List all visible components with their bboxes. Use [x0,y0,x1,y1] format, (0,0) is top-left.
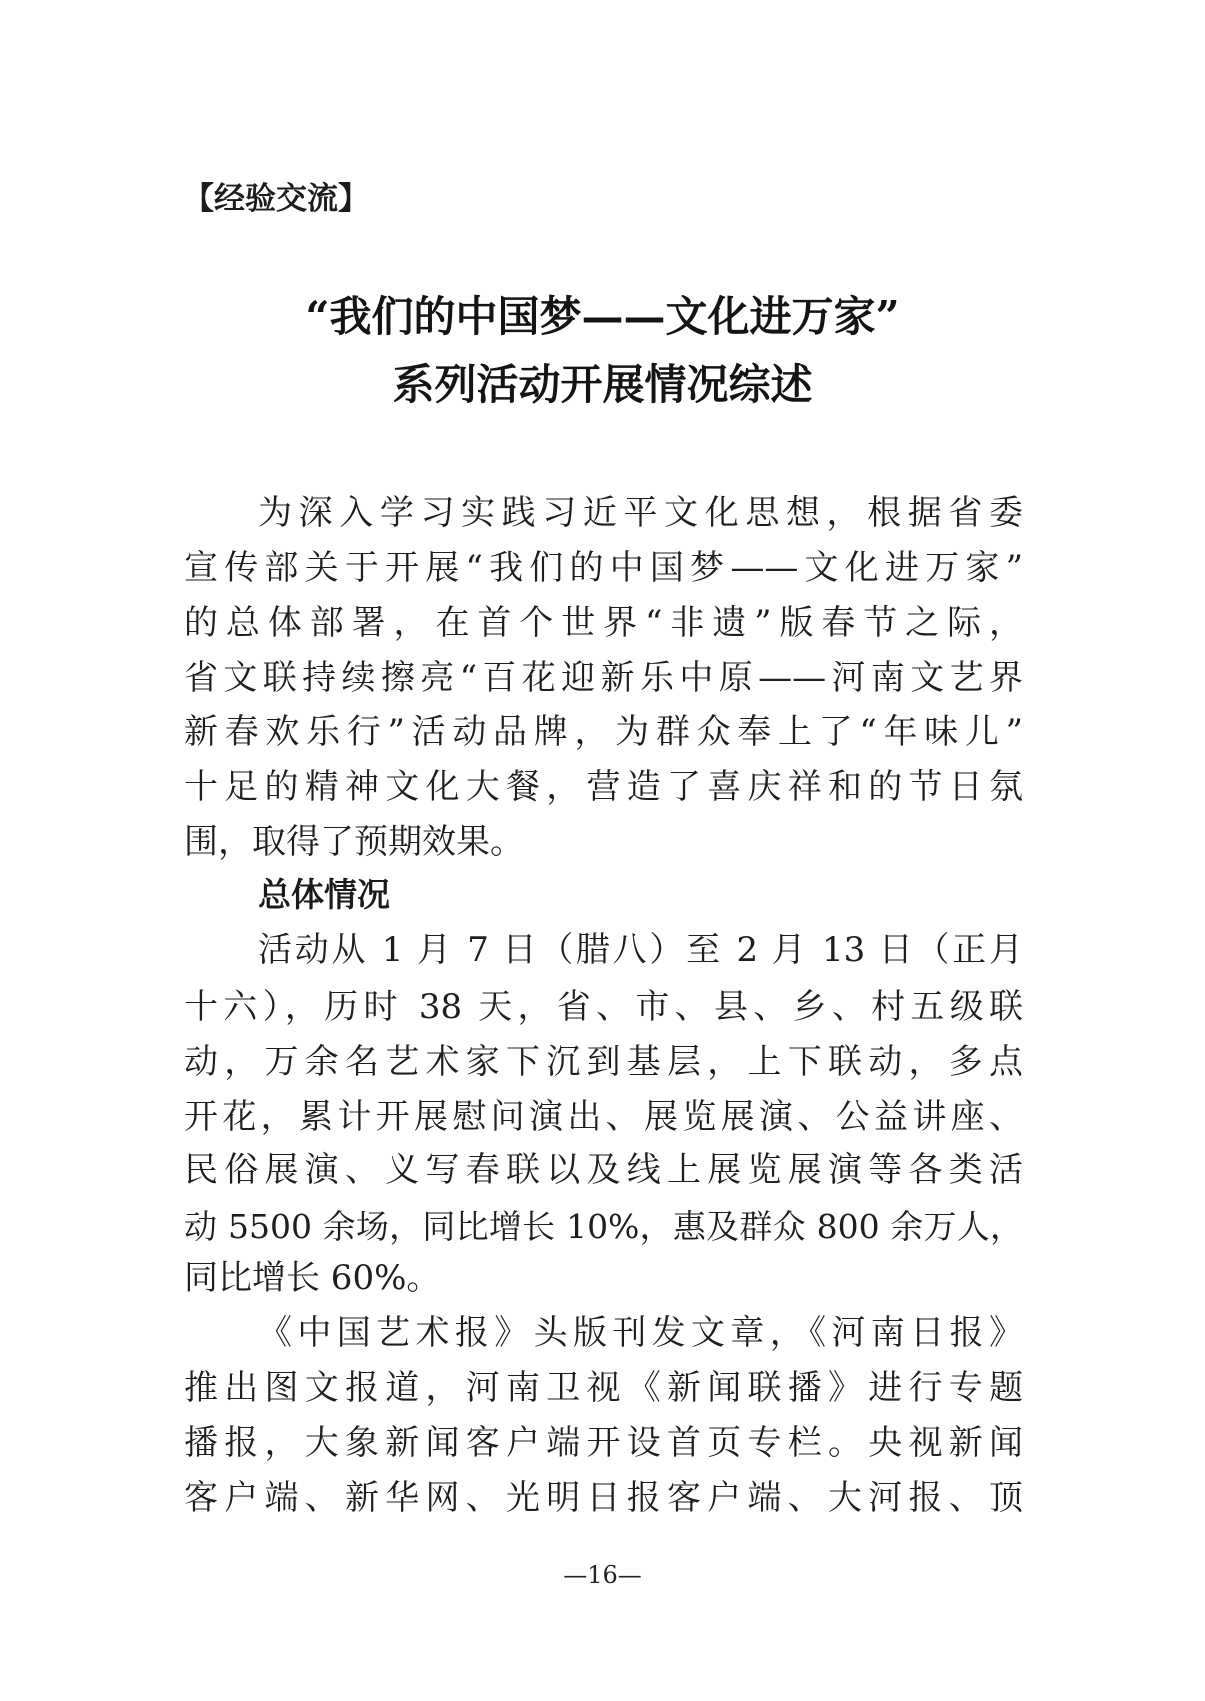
paragraph-2-line: 同比增长 60%。 [184,1258,441,1298]
paragraph-1-line: 的总体部署，在首个世界“非遗”版春节之际， [184,603,1023,643]
section-tag: 【经验交流】 [183,181,369,217]
paragraph-1-line: 围，取得了预期效果。 [184,822,524,862]
paragraph-3-line: 播报，大象新闻客户端开设首页专栏。央视新闻 [184,1423,1023,1463]
paragraph-2-line: 十六），历时 38 天，省、市、县、乡、村五级联 [184,987,1023,1027]
article-title-line-2 [0,362,1205,408]
paragraph-2-line: 动，万余名艺术家下沉到基层，上下联动，多点 [184,1042,1023,1082]
paragraph-1-line: 十足的精神文化大餐，营造了喜庆祥和的节日氛 [184,767,1023,807]
paragraph-1-line: 新春欢乐行”活动品牌，为群众奉上了“年味儿” [184,712,1023,752]
section-heading: 总体情况 [258,875,390,914]
paragraph-1-line: 为深入学习实践习近平文化思想，根据省委 [258,493,1023,533]
paragraph-3-line: 推出图文报道，河南卫视《新闻联播》进行专题 [184,1368,1023,1408]
paragraph-2-line: 开花，累计开展慰问演出、展览展演、公益讲座、 [184,1097,1023,1137]
article-title-line-1 [0,294,1205,340]
paragraph-2-line: 动 5500 余场，同比增长 10%，惠及群众 800 余万人， [184,1207,1023,1246]
paragraph-1-line: 宣传部关于开展“我们的中国梦——文化进万家” [184,548,1023,588]
paragraph-2-line: 民俗展演、义写春联以及线上展览展演等各类活 [184,1150,1023,1190]
paragraph-1-line: 省文联持续擦亮“百花迎新乐中原——河南文艺界 [184,658,1023,698]
article-title-text-2: 系列活动开展情况综述 [392,360,813,409]
paragraph-3-line: 客户端、新华网、光明日报客户端、大河报、顶 [184,1478,1023,1518]
article-title-text-1: “我们的中国梦——文化进万家” [305,292,900,341]
paragraph-2-line: 活动从 1 月 7 日（腊八）至 2 月 13 日（正月 [258,930,1023,970]
page-number: —16— [563,1561,642,1589]
paragraph-3-line: 《中国艺术报》头版刊发文章，《河南日报》 [258,1313,1023,1353]
